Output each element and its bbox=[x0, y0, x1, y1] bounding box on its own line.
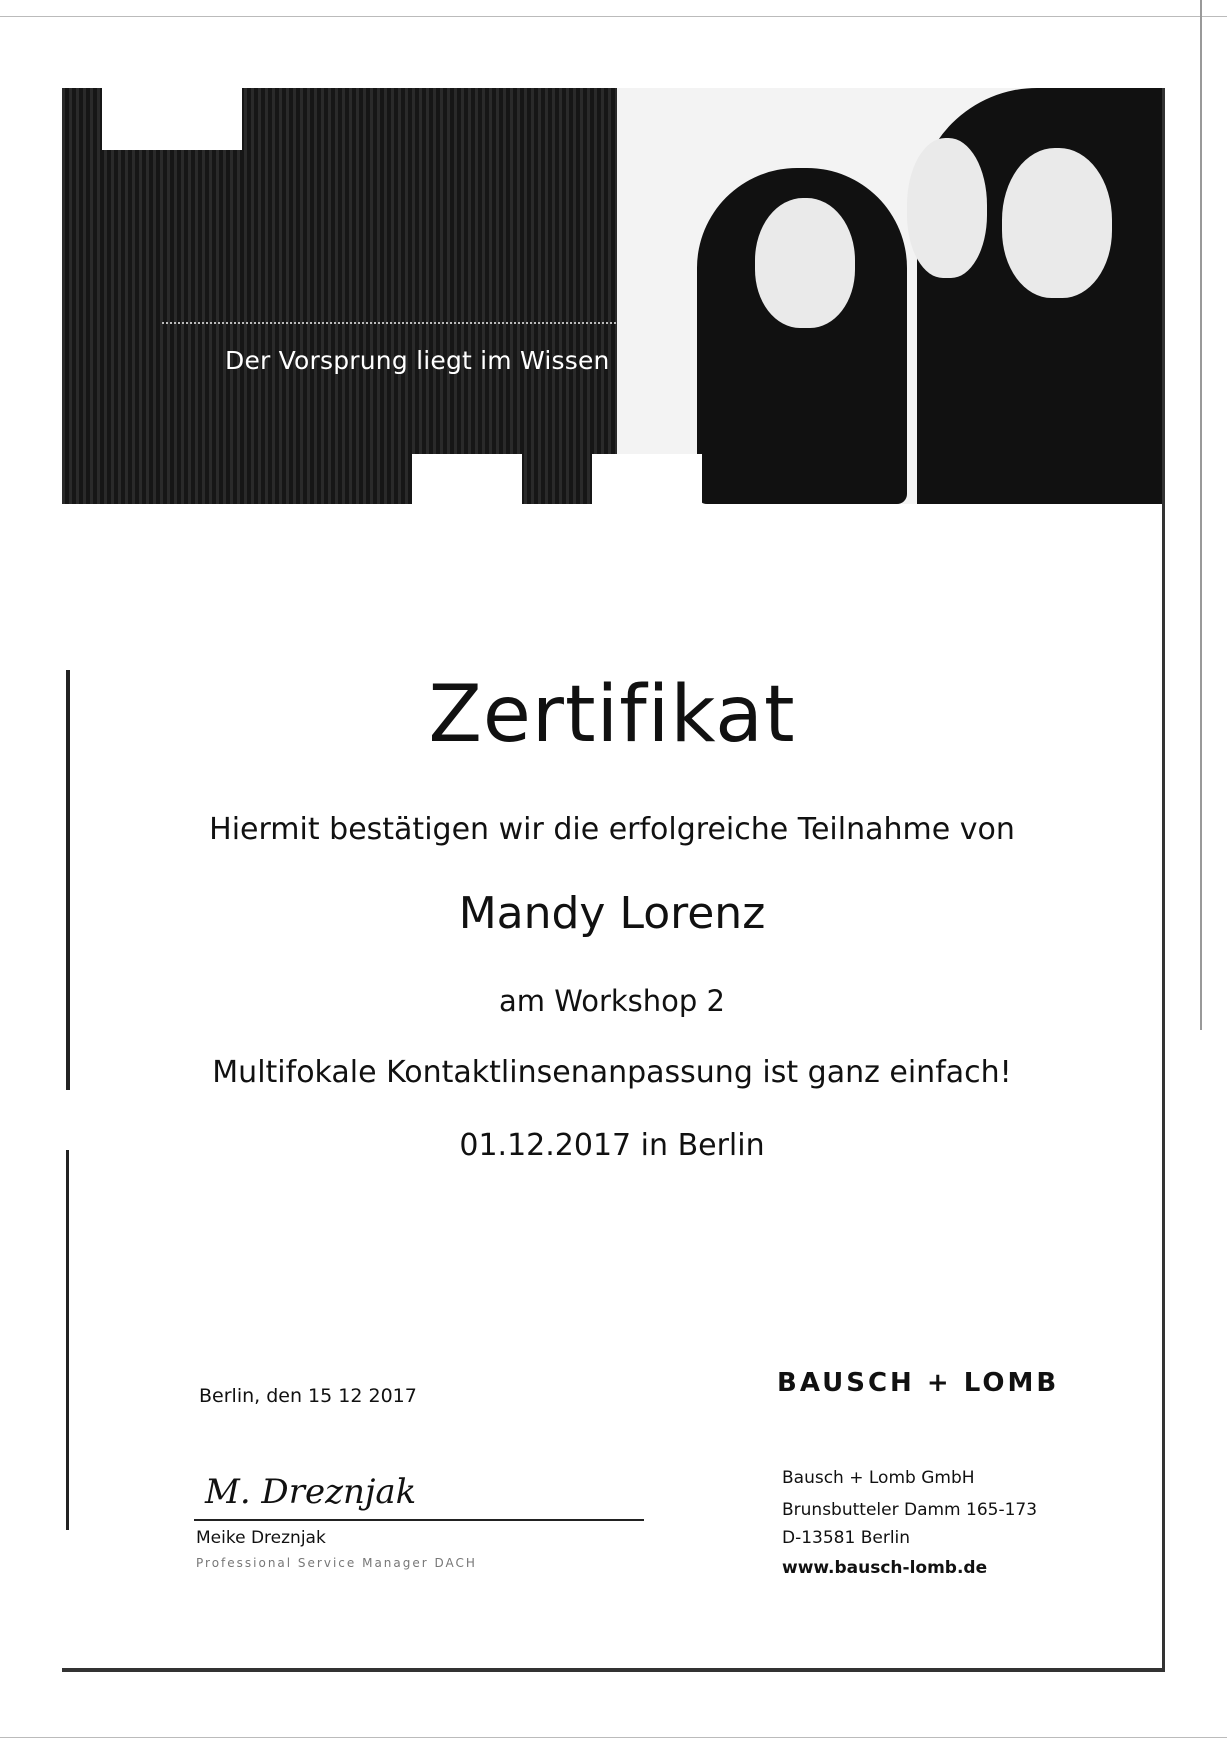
banner-white-square-1 bbox=[102, 88, 242, 150]
banner-tagline: Der Vorsprung liegt im Wissen bbox=[225, 346, 610, 375]
workshop-label: am Workshop 2 bbox=[499, 984, 725, 1018]
signer-name: Meike Dreznjak bbox=[196, 1528, 326, 1548]
bausch-lomb-logo: BAUSCH + LOMB bbox=[777, 1368, 1060, 1398]
banner-white-square-2 bbox=[412, 454, 522, 504]
company-street: Brunsbutteler Damm 165-173 bbox=[782, 1500, 1038, 1520]
scan-bottom-line bbox=[0, 1737, 1227, 1738]
photo-face-left bbox=[755, 198, 855, 328]
photo-face-middle bbox=[907, 138, 987, 278]
banner-dotted-line bbox=[162, 322, 632, 324]
scan-right-edge bbox=[1200, 0, 1202, 1030]
photo-face-right bbox=[1002, 148, 1112, 298]
banner-texture bbox=[62, 88, 617, 504]
workshop-topic: Multifokale Kontaktlinsenanpassung ist ganz einfach! bbox=[212, 1055, 1012, 1090]
header-banner bbox=[62, 88, 1162, 504]
signature-line bbox=[194, 1519, 644, 1521]
company-website[interactable]: www.bausch-lomb.de bbox=[782, 1558, 988, 1578]
signer-title: Professional Service Manager DACH bbox=[196, 1556, 477, 1570]
issue-date: Berlin, den 15 12 2017 bbox=[199, 1385, 417, 1407]
banner-photo bbox=[617, 88, 1162, 504]
company-name: Bausch + Lomb GmbH bbox=[782, 1468, 975, 1488]
confirmation-text: Hiermit bestätigen wir die erfolgreiche Teilnahme von bbox=[209, 812, 1015, 847]
company-city: D-13581 Berlin bbox=[782, 1528, 911, 1548]
scan-top-line bbox=[0, 16, 1227, 17]
event-date: 01.12.2017 in Berlin bbox=[459, 1128, 765, 1163]
participant-name: Mandy Lorenz bbox=[458, 888, 766, 939]
banner-white-square-3 bbox=[592, 454, 702, 504]
certificate-title: Zertifikat bbox=[428, 670, 796, 760]
signature: M. Dreznjak bbox=[205, 1472, 417, 1512]
